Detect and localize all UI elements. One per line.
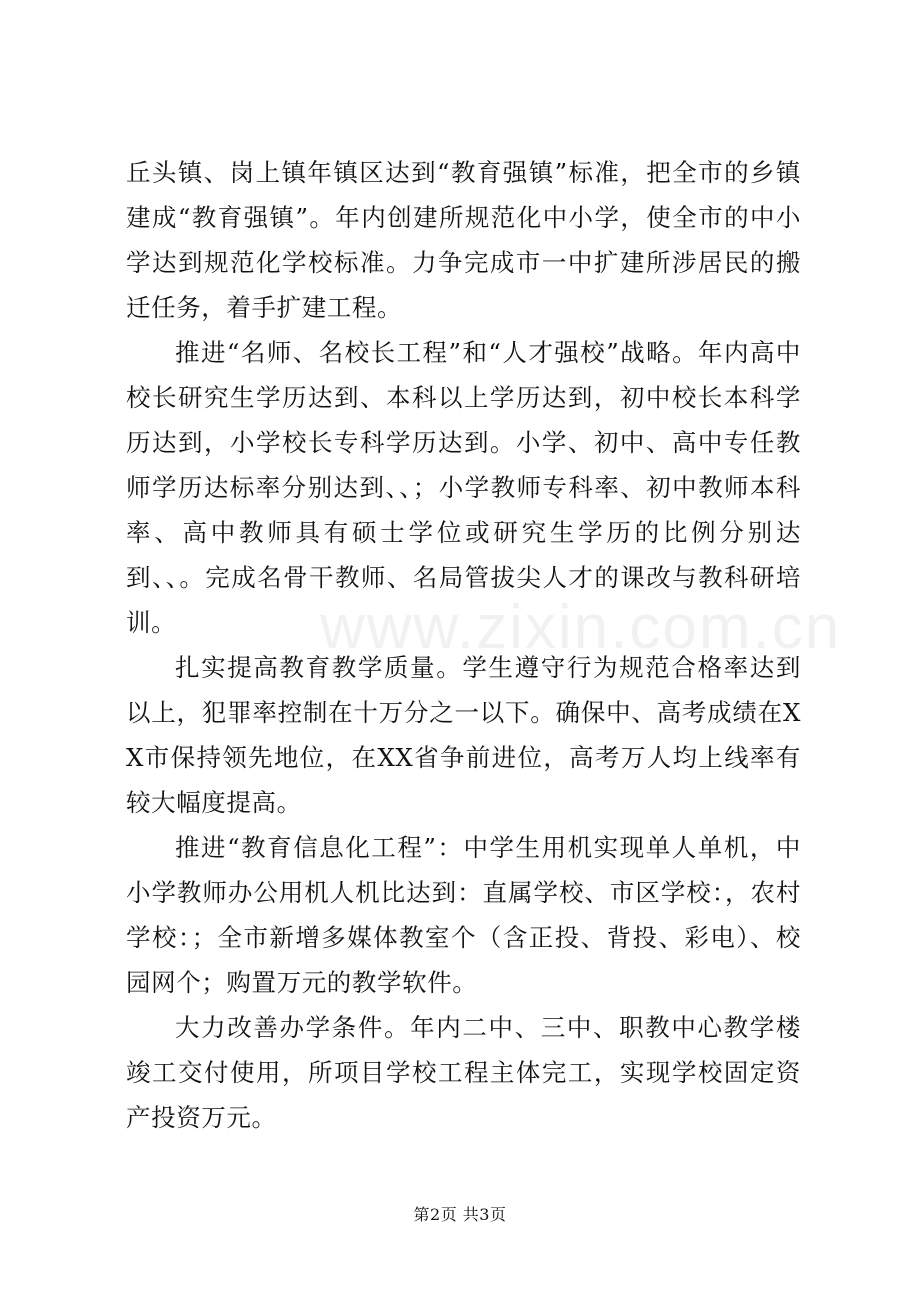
paragraph-informatization: 推进“教育信息化工程”：中学生用机实现单人单机，中小学教师办公用机人机比达到：直属学校、市区学校：，农村学校：；全市新增多媒体教室个（含正投、背投、彩电）、校园网个；购置万元的教学软件。 [126, 833, 801, 997]
paragraph-teaching-quality: 扎实提高教育教学质量。学生遵守行为规范合格率达到以上，犯罪率控制在十万分之一以下。确保中、高考成绩在XX市保持领先地位，在XX省争前进位，高考万人均上线率有较大幅度提高。 [126, 653, 801, 817]
document-body [126, 150, 801, 1140]
watermark: www.zixin.com.cn [320, 593, 842, 662]
paragraph-school-conditions: 大力改善办学条件。年内二中、三中、职教中心教学楼竣工交付使用，所项目学校工程主体完工，实现学校固定资产投资万元。 [126, 1013, 801, 1132]
paragraph-famous-teachers: 推进“名师、名校长工程”和“人才强校”战略。年内高中校长研究生学历达到、本科以上学历达到，初中校长本科学历达到，小学校长专科学历达到。小学、初中、高中专任教师学历达标率分别达到、、；小学教师专科率、初中教师本科率、高中教师具有硕士学位或研究生学历的比例分别达到、、。完成名骨干教师、名局管拔尖人才的课改与教科研培训。 [126, 338, 801, 637]
page-number-footer: 第2页 共3页 [413, 1205, 507, 1224]
paragraph-town-standards: 丘头镇、岗上镇年镇区达到“教育强镇”标准，把全市的乡镇建成“教育强镇”。年内创建所规范化中小学，使全市的中小学达到规范化学校标准。力争完成市一中扩建所涉居民的搬迁任务，着手扩建工程。 [126, 158, 801, 322]
